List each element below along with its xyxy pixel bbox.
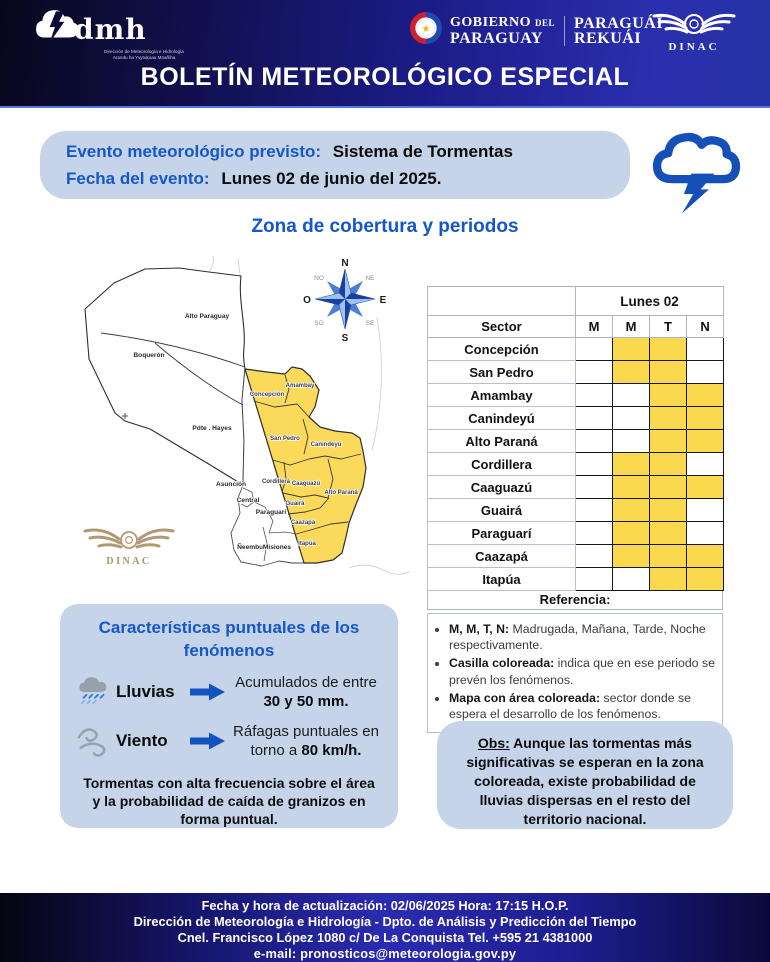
lluvias-desc: Acumulados de entre 30 y 50 mm.: [235, 673, 377, 711]
period-cell: [576, 430, 613, 453]
gov-line1-es-small: DEL: [535, 18, 556, 28]
period-cell-highlighted: [687, 545, 724, 568]
period-cell-highlighted: [687, 568, 724, 591]
map-label-canindey-: Canindeyú: [310, 442, 342, 448]
page-title: BOLETÍN METEOROLÓGICO ESPECIAL: [140, 63, 630, 91]
footer-email-line[interactable]: e-mail: pronosticos@meteorologia.gov.py: [253, 946, 517, 961]
table-row: [428, 338, 724, 361]
map-label-san-pedro: San Pedro: [270, 436, 300, 442]
period-cell-highlighted: [687, 476, 724, 499]
event-date-label: Fecha del evento:: [66, 168, 210, 188]
period-cell-highlighted: [613, 476, 650, 499]
sector-cell: Paraguarí: [428, 522, 576, 545]
map-label-asunci-n: Asunción: [215, 481, 247, 488]
period-cell: [576, 499, 613, 522]
map-label-caaguaz-: Caaguazú: [291, 481, 321, 487]
period-cell-highlighted: [613, 338, 650, 361]
map-label-guair-: Guairá: [285, 501, 305, 507]
period-cell-highlighted: [613, 453, 650, 476]
compass-rose-icon: [303, 258, 387, 344]
dinac-label: DINAC: [668, 41, 720, 53]
lluvias-label: Lluvias: [116, 682, 175, 702]
obs-box: [437, 721, 733, 829]
period-cell-highlighted: [687, 384, 724, 407]
table-period-header-n: N: [687, 316, 724, 338]
svg-text:★: ★: [421, 22, 431, 35]
period-cell-highlighted: [650, 545, 687, 568]
period-cell-highlighted: [650, 430, 687, 453]
sector-cell: Alto Paraná: [428, 430, 576, 453]
period-cell: [576, 384, 613, 407]
event-label: Evento meteorológico previsto:: [66, 141, 322, 161]
referencia-bullet: • M, M, T, N: Madrugada, Mañana, Tarde, Noche respectivamente.: [449, 621, 716, 653]
compass-label-n: N: [341, 258, 349, 269]
obs-label: Obs:: [477, 735, 510, 751]
event-value: Sistema de Tormentas: [332, 141, 513, 161]
dmh-tagline-1: Dirección de Meteorología e Hidrología: [104, 49, 184, 54]
sector-cell: Cordillera: [428, 453, 576, 476]
table-row: [428, 407, 724, 430]
dmh-wordmark: dmh: [74, 13, 147, 46]
compass-label-s: S: [341, 333, 349, 344]
dinac-watermark-icon: [85, 530, 173, 567]
period-cell-highlighted: [650, 453, 687, 476]
period-cell-highlighted: [650, 407, 687, 430]
caracteristicas-title: Características puntuales de los fenómenos: [98, 618, 360, 660]
period-cell: [576, 476, 613, 499]
table-row: [428, 453, 724, 476]
referencia-title: Referencia:: [427, 591, 723, 610]
gov-emblem-icon: [410, 12, 442, 49]
sector-cell: Guairá: [428, 499, 576, 522]
period-cell: [576, 338, 613, 361]
gov-divider: [564, 16, 565, 46]
gov-line1-es: GOBIERNO: [450, 15, 532, 30]
sector-cell: Caazapá: [428, 545, 576, 568]
period-cell: [687, 453, 724, 476]
dinac-watermark-label: DINAC: [106, 556, 152, 567]
map-label-paraguar-: Paraguarí: [255, 509, 287, 516]
caracteristicas-note: Tormentas con alta frecuencia sobre el área y la probabilidad de caída de granizos en forma puntual.: [83, 774, 375, 828]
viento-row: [74, 722, 384, 761]
gov-line2-es: PARAGUAY: [450, 30, 543, 47]
viento-label: Viento: [116, 731, 168, 751]
sector-cell: Itapúa: [428, 568, 576, 591]
sector-cell: Amambay: [428, 384, 576, 407]
storm-cloud-lightning-icon: [645, 116, 747, 225]
map-label-alto-paran-: Alto Paraná: [324, 490, 358, 496]
table-row: [428, 430, 724, 453]
period-cell: [613, 407, 650, 430]
map-label-caazap-: Caazapá: [290, 520, 316, 526]
period-cell: [687, 361, 724, 384]
period-cell-highlighted: [650, 499, 687, 522]
table-corner-cell: [428, 287, 576, 316]
map-label-misiones: Misiones: [262, 544, 292, 551]
period-cell: [576, 522, 613, 545]
table-row: [428, 476, 724, 499]
period-cell: [576, 407, 613, 430]
table-row: [428, 384, 724, 407]
sector-cell: Canindeyú: [428, 407, 576, 430]
table-period-header-t: T: [650, 316, 687, 338]
caracteristicas-box: [60, 604, 398, 828]
period-cell-highlighted: [687, 430, 724, 453]
gov-line2-gn: REKUÁI: [574, 29, 642, 47]
compass-label-so: SO: [314, 320, 324, 327]
footer-update-line: Fecha y hora de actualización: 02/06/2025 Hora: 17:15 H.O.P.: [201, 898, 569, 913]
period-cell: [687, 338, 724, 361]
compass-label-e: E: [379, 295, 387, 306]
table-row: [428, 568, 724, 591]
table-row: [428, 361, 724, 384]
period-cell: [613, 384, 650, 407]
map-label--eembuc-: Ñeembucú: [237, 544, 271, 551]
right-arrow-icon: [188, 683, 228, 701]
map-label-itap-a: Itapúa: [298, 541, 316, 547]
map-label-central: Central: [236, 497, 260, 504]
dmh-tagline-2: Arandu ha Yvytukuaa Moañiha: [112, 54, 176, 60]
event-box: [40, 131, 630, 199]
period-cell-highlighted: [613, 545, 650, 568]
gov-paraguay-logo: [410, 12, 663, 49]
obs-text: Aunque las tormentas más significativas se esperan en la zona coloreada, existe probabilidad de lluvias dispersas en el resto del territorio nacional.: [466, 735, 704, 827]
period-cell: [613, 568, 650, 591]
viento-desc: Ráfagas puntuales en torno a 80 km/h.: [233, 722, 379, 760]
period-cell-highlighted: [613, 361, 650, 384]
table-row: [428, 499, 724, 522]
sector-cell: Concepción: [428, 338, 576, 361]
map-label-pdte-hayes: Pdte . Hayes: [192, 425, 232, 432]
table-row: [428, 522, 724, 545]
compass-label-se: SE: [365, 320, 375, 327]
dmh-logo: [34, 6, 244, 58]
footer-band: [0, 893, 770, 962]
dinac-logo: [642, 8, 746, 59]
table-sector-header: Sector: [428, 316, 576, 338]
period-cell-highlighted: [687, 407, 724, 430]
compass-label-ne: NE: [365, 275, 375, 282]
table-day-header: Lunes 02: [576, 287, 724, 316]
wind-icon: [74, 723, 116, 759]
rain-cloud-icon: [74, 674, 116, 710]
period-cell: [613, 430, 650, 453]
footer-address-line: Cnel. Francisco López 1080 c/ De La Conquista Tel. +595 21 4381000: [177, 930, 593, 945]
right-arrow-icon: [188, 732, 228, 750]
sector-cell: San Pedro: [428, 361, 576, 384]
referencia-bullet: • Mapa con área coloreada: sector donde se espera el desarrollo de los fenómenos.: [449, 690, 716, 722]
period-cell: [687, 499, 724, 522]
footer-org-line: Dirección de Meteorología e Hidrología - Dpto. de Análisis y Predicción del Tiempo: [133, 914, 637, 929]
gov-line1-gn: PARAGUÁI: [574, 14, 664, 32]
period-cell-highlighted: [650, 384, 687, 407]
referencia-box: [427, 613, 723, 733]
period-cell: [576, 453, 613, 476]
period-cell-highlighted: [650, 338, 687, 361]
period-cell-highlighted: [613, 522, 650, 545]
period-cell-highlighted: [650, 522, 687, 545]
period-cell: [687, 522, 724, 545]
table-row: [428, 545, 724, 568]
map-label-concepci-n: Concepción: [249, 392, 285, 398]
section-title: Zona de cobertura y periodos: [251, 216, 519, 237]
coverage-table: [427, 286, 723, 733]
period-cell: [576, 361, 613, 384]
paraguay-map: [57, 254, 419, 590]
period-cell-highlighted: [650, 568, 687, 591]
map-label-boquer-n: Boquerón: [133, 352, 165, 359]
compass-label-no: NO: [314, 275, 324, 282]
sector-cell: Caaguazú: [428, 476, 576, 499]
table-period-header-m2: M: [613, 316, 650, 338]
map-label-amambay: Amambay: [285, 383, 315, 389]
period-cell: [576, 568, 613, 591]
period-cell-highlighted: [650, 476, 687, 499]
lluvias-row: [74, 673, 384, 712]
header-band: [0, 0, 770, 108]
map-label-alto-paraguay: Alto Paraguay: [184, 313, 230, 320]
map-label-cordillera: Cordillera: [261, 479, 291, 485]
period-cell-highlighted: [613, 499, 650, 522]
compass-label-o: O: [303, 295, 311, 306]
table-period-header-m1: M: [576, 316, 613, 338]
map-region-chaco: [85, 268, 245, 485]
referencia-bullet: • Casilla coloreada: indica que en ese periodo se prevén los fenómenos.: [449, 655, 716, 687]
event-date-value: Lunes 02 de junio del 2025.: [221, 168, 442, 188]
period-cell: [576, 545, 613, 568]
dinac-wings-icon: [642, 8, 746, 54]
period-cell-highlighted: [650, 361, 687, 384]
